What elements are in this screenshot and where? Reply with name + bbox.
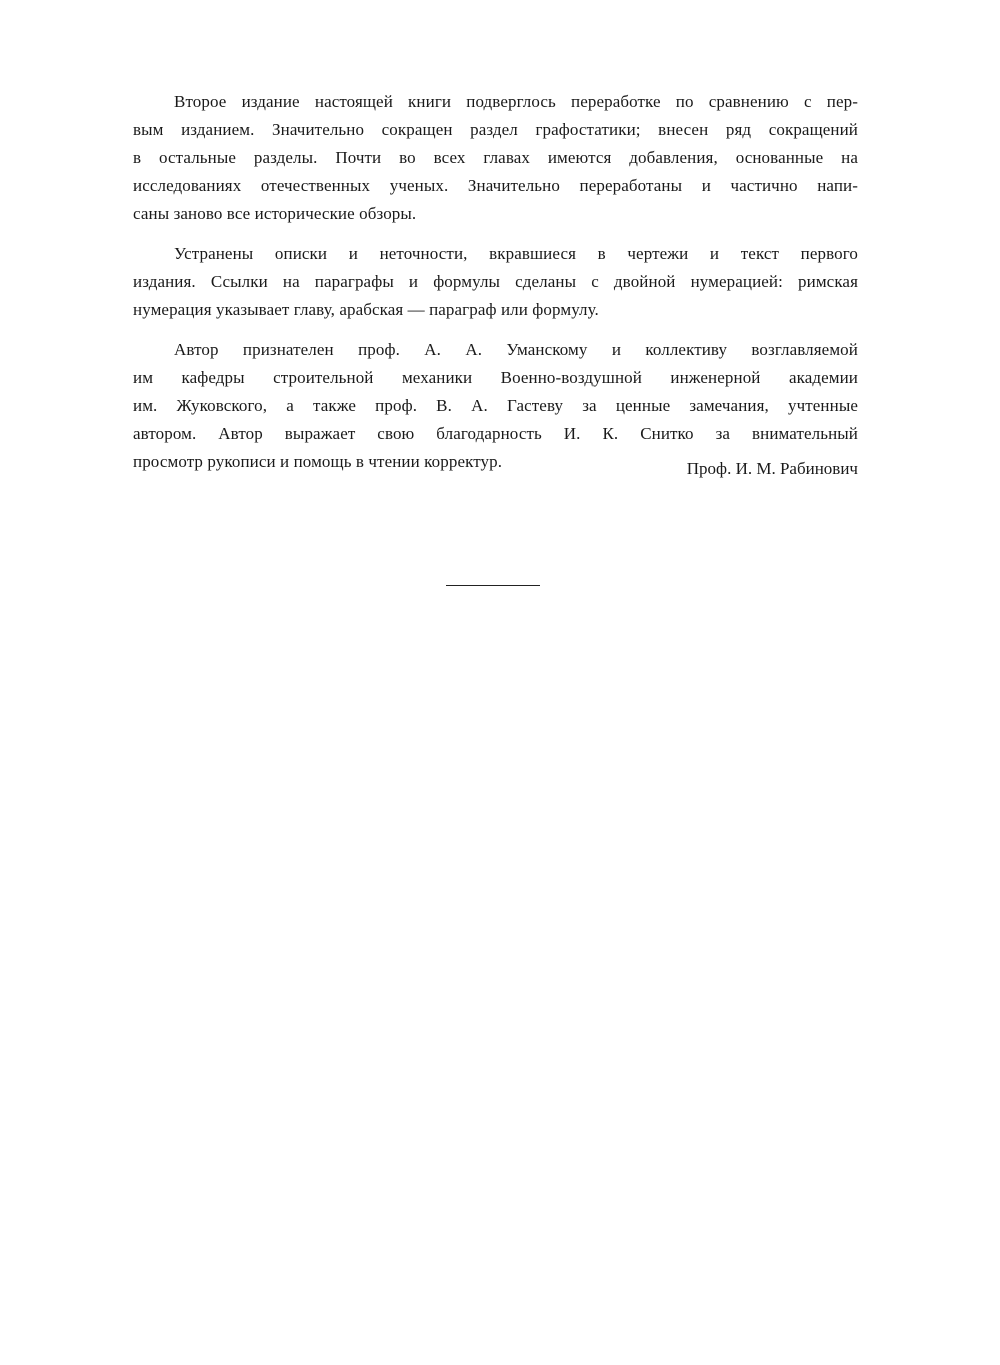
- paragraph-line: автором. Автор выражает свою благодарность И. К. Снитко за внимательный: [133, 424, 858, 443]
- paragraph-line: Устранены описки и неточности, вкравшиеся в чертежи и текст первого: [174, 244, 858, 263]
- paragraph-line: Автор признателен проф. А. А. Уманскому и коллективу возглавляемой: [174, 340, 858, 359]
- paragraph-line: Второе издание настоящей книги подверглось переработке по сравнению с пер-: [174, 92, 858, 111]
- paragraph-line: нумерация указывает главу, арабская — параграф или формулу.: [133, 300, 599, 319]
- paragraph-2: [133, 240, 858, 324]
- paragraph-line: вым изданием. Значительно сокращен раздел графостатики; внесен ряд сокращений: [133, 120, 858, 139]
- author-signature: Проф. И. М. Рабинович: [686, 459, 858, 478]
- paragraph-line: саны заново все исторические обзоры.: [133, 204, 417, 223]
- paragraph-line: исследованиях отечественных ученых. Значительно переработаны и частично напи-: [133, 176, 858, 195]
- paragraph-line: им. Жуковского, а также проф. В. А. Гастеву за ценные замечания, учтенные: [133, 396, 858, 415]
- paragraph-1: [133, 88, 858, 228]
- paragraph-line: в остальные разделы. Почти во всех главах имеются добавления, основанные на: [133, 148, 858, 167]
- paragraph-line: им кафедры строительной механики Военно-воздушной инженерной академии: [133, 368, 858, 387]
- paragraph-line: просмотр рукописи и помощь в чтении корректур.: [133, 452, 503, 471]
- section-divider: [446, 585, 540, 586]
- paragraph-line: издания. Ссылки на параграфы и формулы сделаны с двойной нумерацией: римская: [133, 272, 858, 291]
- preface-text: [133, 88, 858, 488]
